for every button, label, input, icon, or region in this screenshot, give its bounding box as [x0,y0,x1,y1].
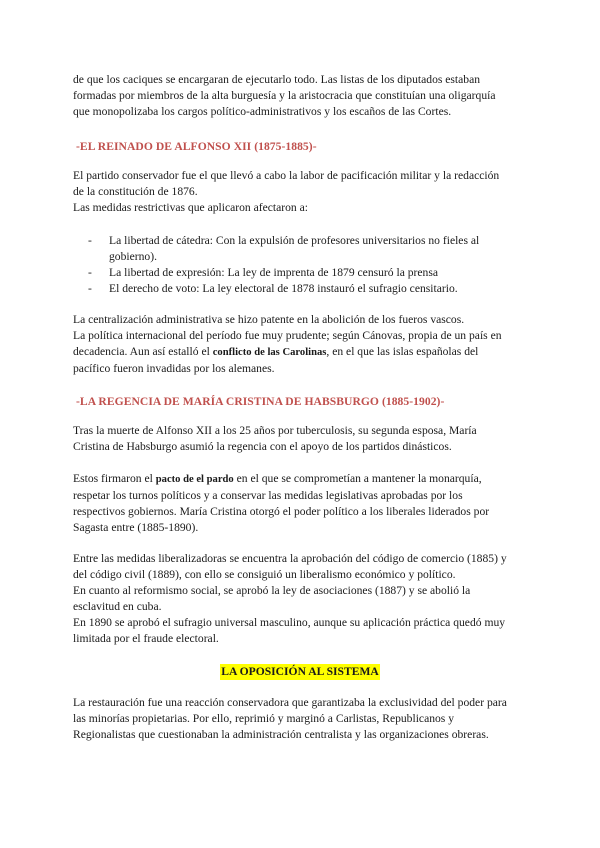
text-line: que monopolizaba los cargos político-administrativos y los escaños de las Cortes. [73,104,452,118]
text-line: limitada por el fraude electoral. [73,631,219,645]
text-line: Cristina de Habsburgo asumió la regencia con el apoyo de los partidos dinásticos. [73,439,452,453]
text-line: En 1890 se aprobó el sufragio universal masculino, aunque su aplicación práctica quedó muy [73,615,506,629]
text-line: Regionalistas que cuestionaban la administración centralista y las organizaciones obreras. [73,727,489,741]
section-heading-oposicion: LA OPOSICIÓN AL SISTEMA [221,665,379,678]
list-dash: - [88,234,92,247]
oposicion-paragraph [73,695,531,743]
text-line: las minorías propietarias. Por ello, reprimió y marginó a Carlistas, Republicanos y [73,711,455,725]
text-line: esclavitud en cuba. [73,599,162,613]
text-line: de que los caciques se encargaran de ejecutarlo todo. Las listas de los diputados estaban [73,73,481,86]
text-line: La política internacional del período fue muy prudente; según Cánovas, propia de un país en [73,328,502,342]
text-run: , en el que las islas españolas del [326,344,479,358]
text-line [73,471,531,488]
restrictive-measures-list [88,233,528,297]
list-item [88,281,528,297]
section-heading-oposicion-wrap [0,664,600,680]
text-run: en el que se comprometían a mantener la monarquía, [233,472,482,485]
alfonso-paragraph-1 [73,168,531,216]
section-heading-regencia: -LA REGENCIA DE MARÍA CRISTINA DE HABSBURGO (1885-1902)- [76,395,445,408]
list-item [88,233,528,265]
text-line: pacífico fueron invadidas por los alemanes. [73,361,275,375]
regencia-paragraph-1 [73,423,531,455]
list-item-text: La libertad de cátedra: Con la expulsión de profesores universitarios no fieles al [109,234,480,247]
list-dash: - [88,265,92,279]
list-item [88,265,528,281]
text-line: formadas por miembros de la alta burguesía y la aristocracia que constituían una oligarquía [73,88,496,102]
text-line: respectivos gobiernos. María Cristina otorgó el poder político a los liberales liderados por [73,504,490,518]
text-line: Entre las medidas liberalizadoras se encuentra la aprobación del código de comercio (1885) y [73,552,507,565]
text-line: El partido conservador fue el que llevó a cabo la labor de pacificación militar y la redacción [73,169,500,182]
list-item-text: gobierno). [109,249,157,263]
text-line: del código civil (1889), con ello se consiguió un liberalismo económico y político. [73,567,456,581]
list-dash: - [88,281,92,295]
alfonso-paragraph-2 [73,312,531,377]
text-line: respetar los turnos políticos y a conservar las medidas legislativas aprobadas por los [73,488,463,502]
list-item-text: El derecho de voto: La ley electoral de 1878 instauró el sufragio censitario. [109,281,458,295]
intro-paragraph [73,72,531,120]
text-run: Estos firmaron el [73,472,156,485]
regencia-paragraph-3 [73,551,531,646]
text-line: La restauración fue una reacción conservadora que garantizaba la exclusividad del poder para [73,696,507,709]
text-line: Las medidas restrictivas que aplicaron afectaron a: [73,200,308,214]
text-run: decadencia. Aun así estalló el [73,344,213,358]
bold-term-pacto: pacto de el pardo [155,474,234,485]
text-line: de la constitución de 1876. [73,184,198,198]
regencia-paragraph-2 [73,471,531,536]
bold-term-carolinas: conflicto de las Carolinas [212,346,327,358]
text-line: Sagasta entre (1885-1890). [73,520,199,534]
list-item-text: La libertad de expresión: La ley de imprenta de 1879 censuró la prensa [109,265,439,279]
text-line: Tras la muerte de Alfonso XII a los 25 años por tuberculosis, su segunda esposa, María [73,424,477,437]
text-line: En cuanto al reformismo social, se aprobó la ley de asociaciones (1887) y se abolió la [73,583,471,597]
section-heading-alfonso: -EL REINADO DE ALFONSO XII (1875-1885)- [76,140,317,153]
text-line: La centralización administrativa se hizo patente en la abolición de los fueros vascos. [73,313,465,326]
text-line [73,344,531,361]
